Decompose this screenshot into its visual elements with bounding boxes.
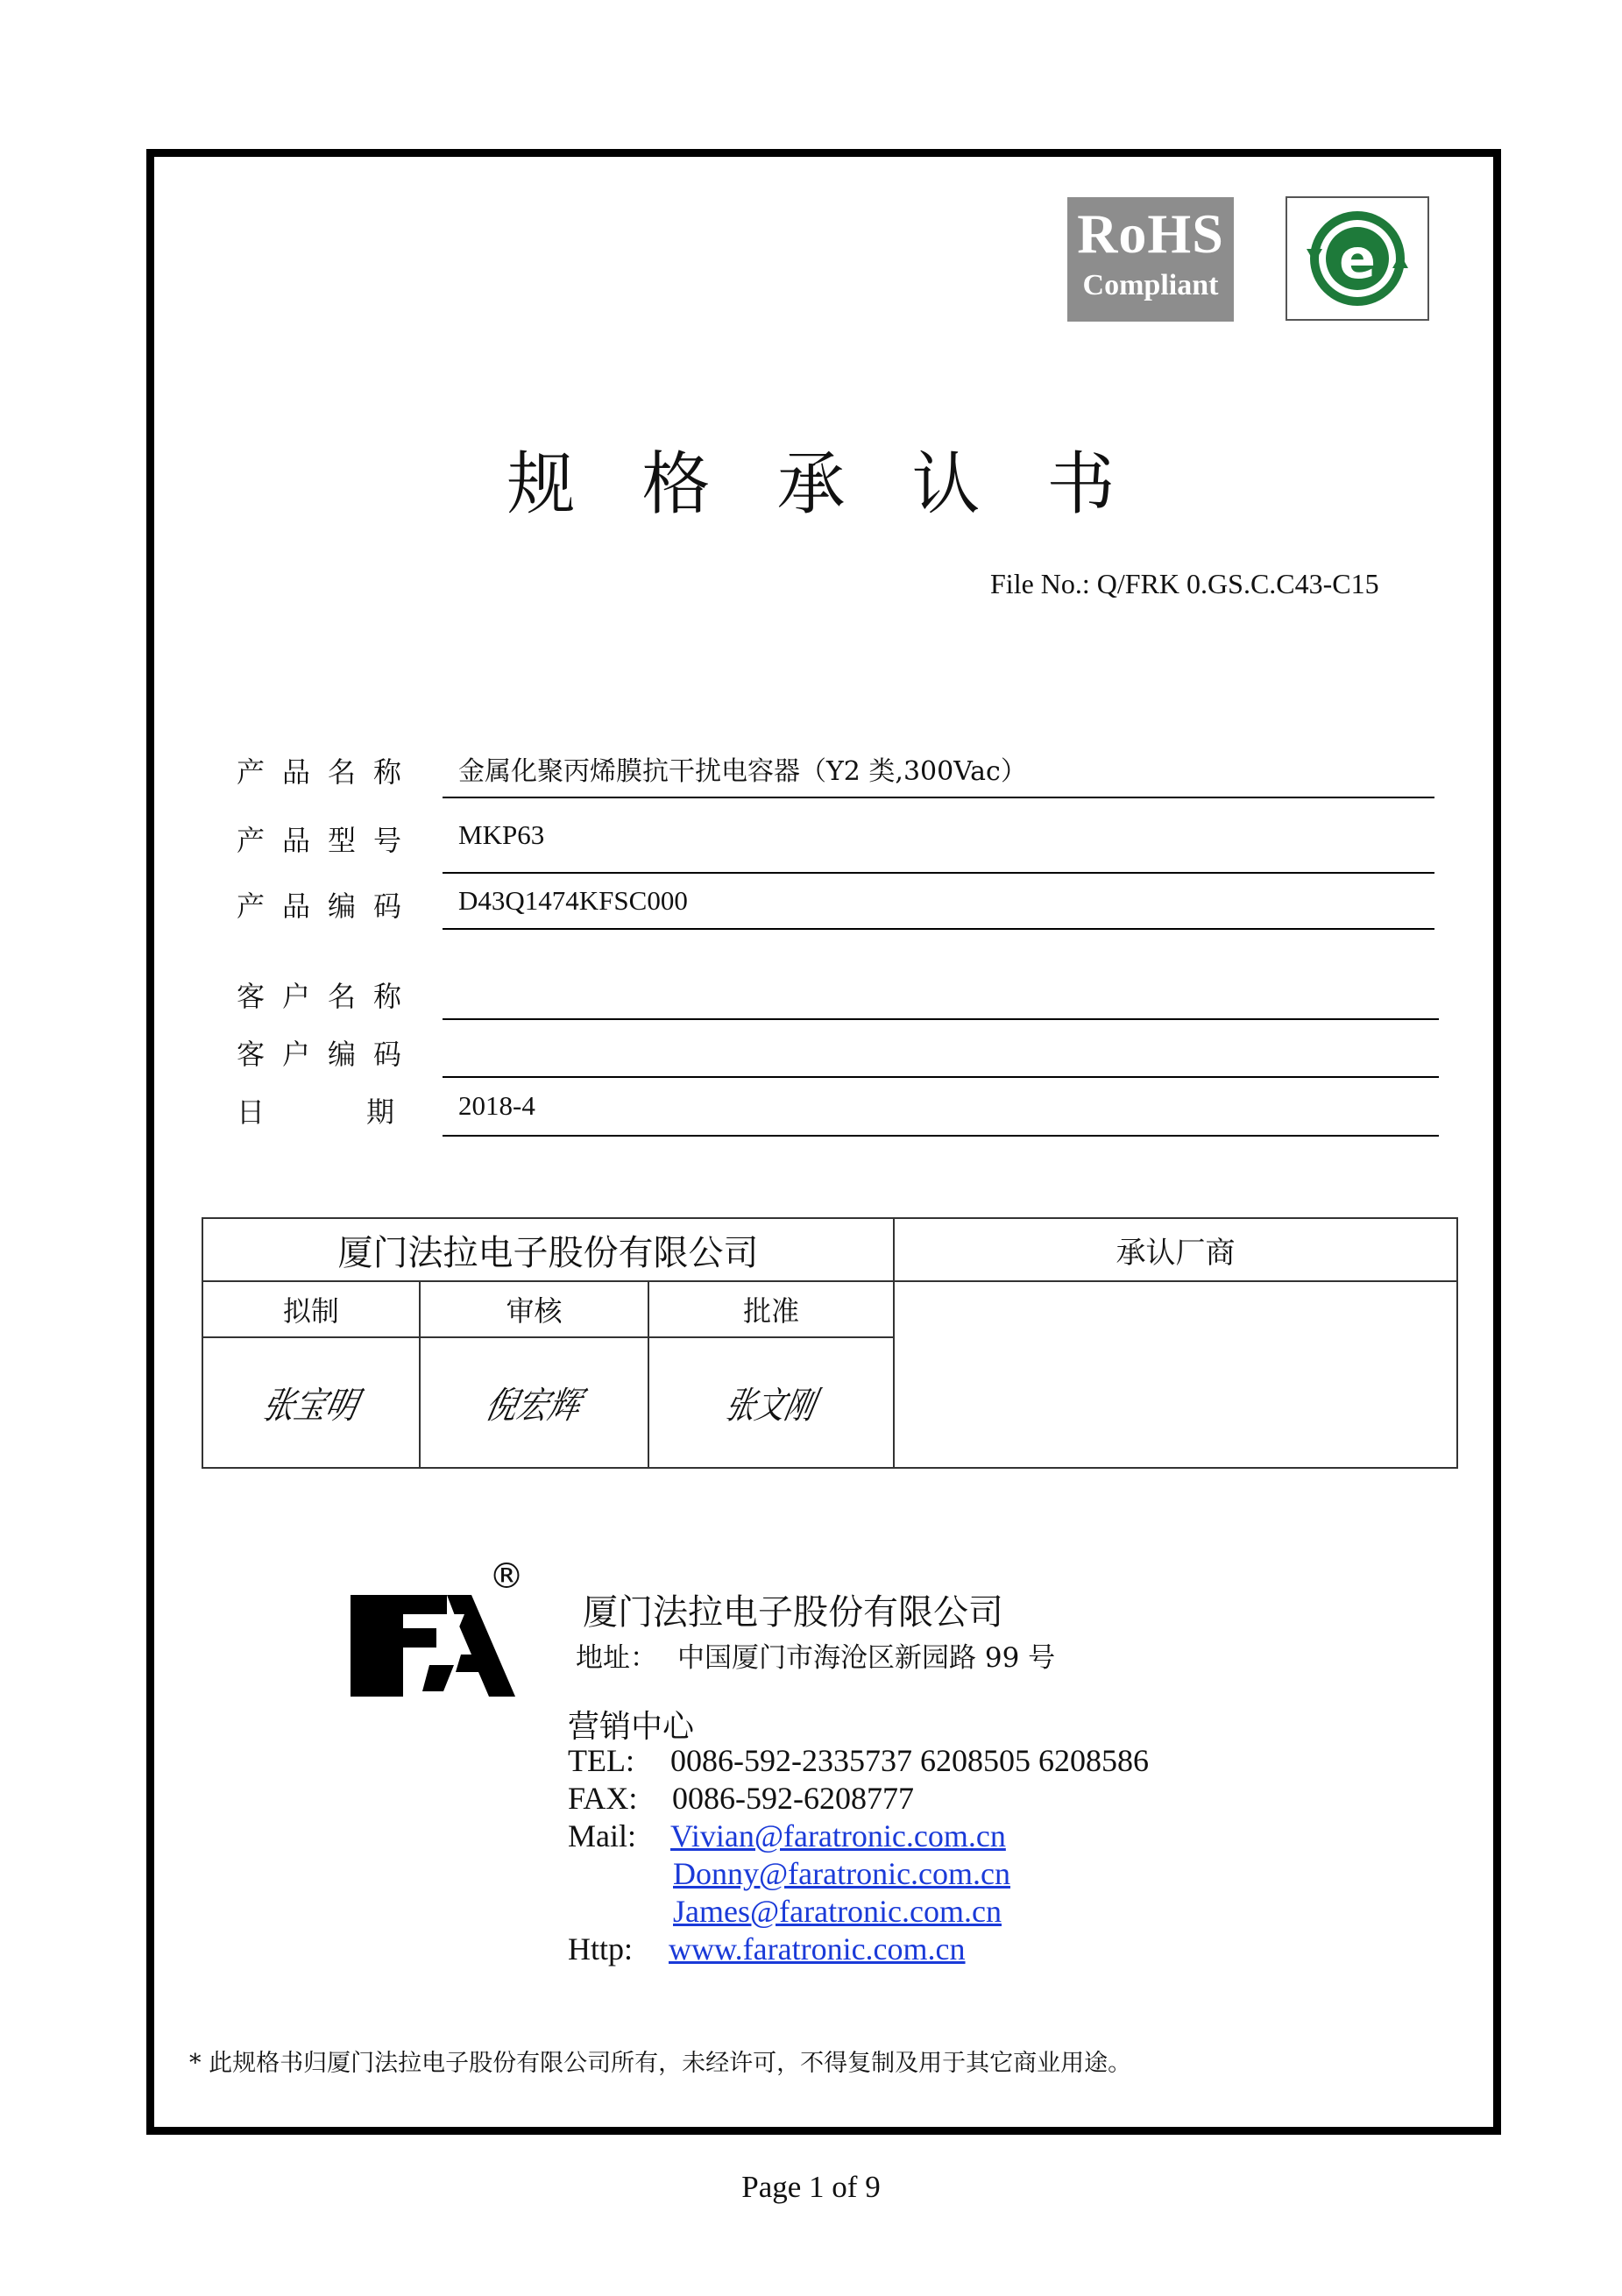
review-signature-cell <box>420 1337 649 1468</box>
product-name-value: 金属化聚丙烯膜抗干扰电容器（Y2 类,300Vac） <box>458 756 1027 787</box>
product-model-value: MKP63 <box>458 819 545 850</box>
rohs-badge <box>1067 197 1234 322</box>
underline <box>443 928 1434 930</box>
http-label: Http: <box>568 1931 634 1966</box>
file-number: File No.: Q/FRK 0.GS.C.C43-C15 <box>990 568 1379 599</box>
approval-table <box>202 1217 1458 1469</box>
draft-signature: 张宝明 <box>259 1383 363 1427</box>
product-code-label: 产品编码 <box>237 889 420 923</box>
draft-signature-cell <box>202 1337 420 1468</box>
document-title <box>0 429 1622 528</box>
fax-value: 0086-592-6208777 <box>672 1781 914 1816</box>
copyright-note: * 此规格书归厦门法拉电子股份有限公司所有，未经许可，不得复制及用于其它商业用途。 <box>189 2050 1132 2077</box>
underline <box>443 872 1434 874</box>
company-name: 厦门法拉电子股份有限公司 <box>583 1592 1003 1633</box>
eco-logo-icon <box>1286 196 1429 321</box>
underline <box>443 1076 1439 1078</box>
underline <box>443 1018 1439 1020</box>
approve-signature-cell <box>648 1337 894 1468</box>
title-char: 格 <box>641 446 711 522</box>
vendor-signature-cell <box>894 1281 1457 1468</box>
approve-header: 批准 <box>648 1281 894 1337</box>
product-name-label: 产品名称 <box>237 755 420 789</box>
tel-label: TEL: <box>568 1743 634 1778</box>
website-link[interactable]: www.faratronic.com.cn <box>669 1931 966 1966</box>
review-signature: 倪宏辉 <box>482 1383 585 1427</box>
page-number: Page 1 of 9 <box>741 2170 881 2204</box>
title-char: 书 <box>1046 446 1116 522</box>
date-value: 2018-4 <box>458 1090 535 1121</box>
company-logo-icon <box>349 1556 524 1700</box>
product-code-value: D43Q1474KFSC000 <box>458 885 688 916</box>
title-char: 承 <box>776 446 846 522</box>
registered-mark: ® <box>489 1556 524 1597</box>
mail-link-donny[interactable]: Donny@faratronic.com.cn <box>673 1856 1011 1891</box>
customer-code-label: 客户编码 <box>237 1038 420 1071</box>
company-header: 厦门法拉电子股份有限公司 <box>202 1218 894 1281</box>
mail-label: Mail: <box>568 1818 636 1853</box>
tel-value: 0086-592-2335737 6208505 6208586 <box>670 1743 1149 1778</box>
eco-letter: e <box>1338 227 1377 291</box>
product-model-label: 产品型号 <box>237 824 420 857</box>
mail-link-james[interactable]: James@faratronic.com.cn <box>673 1894 1002 1929</box>
approve-signature: 张文刚 <box>721 1383 820 1427</box>
date-label-last: 期 <box>366 1095 395 1129</box>
underline <box>443 797 1434 798</box>
underline <box>443 1135 1439 1137</box>
address-label: 地址： <box>576 1642 657 1674</box>
fax-label: FAX: <box>568 1781 638 1816</box>
title-char: 认 <box>911 446 981 522</box>
draft-header: 拟制 <box>202 1281 420 1337</box>
rohs-main-text: RoHS <box>1077 202 1224 265</box>
date-label-first: 日 <box>237 1095 266 1129</box>
mail-link-vivian[interactable]: Vivian@faratronic.com.cn <box>670 1818 1006 1853</box>
vendor-header: 承认厂商 <box>894 1218 1457 1281</box>
sales-center: 营销中心 <box>568 1709 695 1745</box>
title-char: 规 <box>506 446 576 522</box>
rohs-sub-text: Compliant <box>1082 269 1219 301</box>
address-value: 中国厦门市海沧区新园路 99 号 <box>677 1642 1056 1674</box>
customer-name-label: 客户名称 <box>237 980 420 1013</box>
review-header: 审核 <box>420 1281 649 1337</box>
